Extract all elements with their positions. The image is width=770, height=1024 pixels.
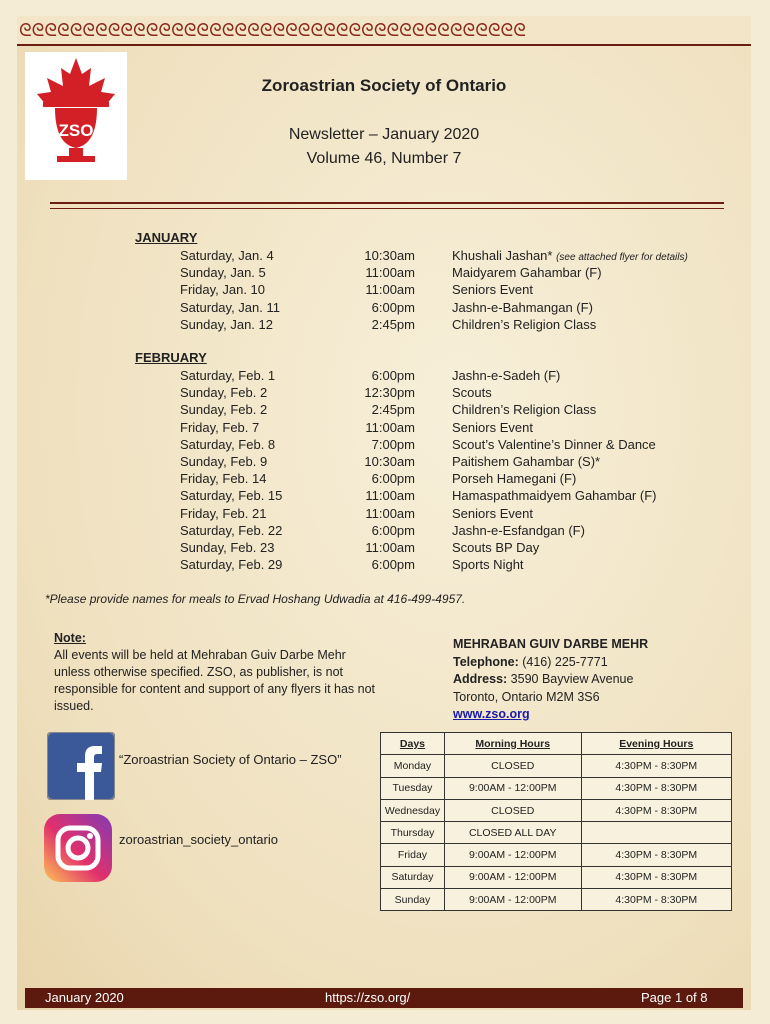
divider — [50, 208, 724, 209]
event-name: Jashn-e-Sadeh (F) — [452, 368, 561, 383]
event-note: (see attached flyer for details) — [556, 252, 688, 263]
month-january: JANUARY — [135, 230, 198, 245]
event-name: Scout’s Valentine’s Dinner & Dance — [452, 436, 656, 452]
event-time: 6:00pm — [371, 557, 415, 573]
decorative-border — [17, 16, 751, 46]
event-date: Friday, Feb. 14 — [180, 471, 267, 487]
event-date: Saturday, Feb. 1 — [180, 368, 276, 383]
table-cell: 4:30PM - 8:30PM — [581, 866, 732, 888]
table-cell: 4:30PM - 8:30PM — [581, 755, 732, 777]
footer-date: January 2020 — [45, 990, 124, 1005]
event-time: 12:30pm — [364, 385, 415, 401]
event-time: 2:45pm — [371, 402, 415, 418]
table-cell: Wednesday — [381, 799, 445, 821]
table-row — [381, 799, 732, 821]
event-date: Saturday, Feb. 22 — [180, 522, 283, 538]
event-date: Saturday, Feb. 15 — [180, 488, 283, 504]
event-time: 10:30am — [364, 454, 415, 469]
org-title: Zoroastrian Society of Ontario — [261, 76, 507, 95]
table-cell: Thursday — [381, 822, 445, 844]
event-time: 10:30am — [364, 248, 415, 263]
event-date: Sunday, Feb. 2 — [180, 402, 268, 418]
event-time: 6:00pm — [371, 471, 415, 487]
instagram-handle: zoroastrian_society_ontario — [119, 832, 278, 847]
event-name: Porseh Hamegani (F) — [452, 471, 577, 487]
divider — [50, 202, 724, 204]
table-row — [381, 777, 732, 799]
event-date: Sunday, Feb. 23 — [180, 540, 275, 555]
facebook-icon[interactable] — [47, 732, 115, 800]
table-cell: Saturday — [381, 866, 445, 888]
table-cell: Sunday — [381, 889, 445, 911]
event-time: 11:00am — [365, 505, 415, 521]
page-footer — [25, 988, 743, 1008]
event-date: Sunday, Jan. 5 — [180, 265, 266, 281]
table-header-row — [381, 733, 732, 755]
table-cell: 9:00AM - 12:00PM — [444, 844, 581, 866]
event-name: Sports Night — [452, 557, 524, 573]
event-time: 11:00am — [365, 540, 415, 555]
table-row — [381, 866, 732, 888]
event-date: Friday, Jan. 10 — [180, 282, 266, 298]
city-line: Toronto, Ontario M2M 3S6 — [453, 689, 600, 704]
note-heading: Note: — [54, 631, 86, 645]
event-name: Khushali Jashan* (see attached flyer for details) — [452, 248, 688, 263]
table-cell: 4:30PM - 8:30PM — [581, 889, 732, 911]
table-cell: Friday — [381, 844, 445, 866]
note-body: All events will be held at Mehraban Guiv Darbe Mehr unless otherwise specified. ZSO, as publisher, is not responsible for content and support of any flyers it has not issued. — [54, 648, 376, 713]
event-time: 6:00pm — [371, 368, 415, 383]
event-name: Seniors Event — [452, 282, 533, 298]
event-time: 11:00am — [365, 488, 415, 504]
event-date: Saturday, Jan. 4 — [180, 248, 274, 263]
table-cell: Tuesday — [381, 777, 445, 799]
footer-url[interactable]: https://zso.org/ — [325, 990, 411, 1005]
event-date: Saturday, Feb. 8 — [180, 436, 276, 452]
table-cell: 9:00AM - 12:00PM — [444, 777, 581, 799]
volume-number: Volume 46, Number 7 — [306, 150, 462, 167]
column-header: Days — [381, 733, 445, 755]
table-cell: Monday — [381, 755, 445, 777]
table-row — [381, 844, 732, 866]
event-time: 7:00pm — [371, 436, 415, 452]
column-header: Evening Hours — [581, 733, 732, 755]
event-time: 11:00am — [365, 265, 415, 281]
hours-table — [380, 732, 732, 911]
event-name: Scouts BP Day — [452, 540, 540, 555]
note-box — [54, 630, 384, 715]
event-date: Sunday, Feb. 2 — [180, 385, 268, 401]
event-name: Jashn-e-Esfandgan (F) — [452, 522, 585, 538]
table-cell: 4:30PM - 8:30PM — [581, 844, 732, 866]
table-cell: 9:00AM - 12:00PM — [444, 889, 581, 911]
website-link[interactable]: www.zso.org — [453, 707, 530, 721]
address-line: Address: 3590 Bayview Avenue — [453, 672, 634, 686]
table-row — [381, 755, 732, 777]
meals-note: *Please provide names for meals to Ervad Hoshang Udwadia at 416-499-4957. — [45, 592, 466, 606]
event-time: 2:45pm — [371, 316, 415, 332]
event-time: 11:00am — [365, 419, 415, 435]
table-cell: CLOSED ALL DAY — [444, 822, 581, 844]
footer-page-number: Page 1 of 8 — [641, 990, 708, 1005]
instagram-icon[interactable] — [44, 814, 112, 882]
newsletter-title: Newsletter – January 2020 — [288, 126, 480, 143]
event-time: 11:00am — [365, 282, 415, 298]
venue-name: MEHRABAN GUIV DARBE MEHR — [453, 637, 649, 651]
table-row — [381, 889, 732, 911]
event-time: 6:00pm — [371, 522, 415, 538]
event-name: Hamaspathmaidyem Gahambar (F) — [452, 488, 657, 504]
facebook-page-name: “Zoroastrian Society of Ontario – ZSO” — [119, 752, 342, 767]
address-block — [453, 636, 648, 724]
event-date: Friday, Feb. 7 — [180, 419, 260, 435]
event-name: Children’s Religion Class — [452, 402, 597, 418]
event-date: Friday, Feb. 21 — [180, 505, 267, 521]
column-header: Morning Hours — [444, 733, 581, 755]
event-name: Jashn-e-Bahmangan (F) — [452, 299, 593, 315]
event-time: 6:00pm — [371, 299, 415, 315]
newsletter-page — [17, 16, 751, 1010]
event-name: Scouts — [452, 385, 492, 401]
table-cell — [581, 822, 732, 844]
border-swirl-pattern: ᘓᘓᘓᘓᘓᘓᘓᘓᘓᘓᘓᘓᘓᘓᘓᘓᘓᘓᘓᘓᘓᘓᘓᘓᘓᘓᘓᘓᘓᘓᘓᘓᘓᘓᘓᘓᘓᘓᘓᘓ — [19, 20, 526, 40]
event-date: Sunday, Jan. 12 — [180, 316, 273, 332]
table-cell: CLOSED — [444, 799, 581, 821]
event-name: Seniors Event — [452, 505, 533, 521]
table-cell: 4:30PM - 8:30PM — [581, 799, 732, 821]
event-name: Seniors Event — [452, 419, 533, 435]
event-date: Saturday, Jan. 11 — [180, 299, 280, 315]
event-name: Children’s Religion Class — [452, 316, 597, 332]
table-cell: 4:30PM - 8:30PM — [581, 777, 732, 799]
event-date: Saturday, Feb. 29 — [180, 557, 283, 573]
table-row — [381, 822, 732, 844]
telephone-line: Telephone: (416) 225-7771 — [453, 654, 608, 669]
table-cell: 9:00AM - 12:00PM — [444, 866, 581, 888]
event-date: Sunday, Feb. 9 — [180, 454, 268, 469]
svg-text:ZSO: ZSO — [58, 121, 94, 140]
month-february: FEBRUARY — [135, 350, 207, 365]
table-cell: CLOSED — [444, 755, 581, 777]
event-name: Maidyarem Gahambar (F) — [452, 265, 602, 281]
event-name: Paitishem Gahambar (S)* — [452, 454, 601, 469]
